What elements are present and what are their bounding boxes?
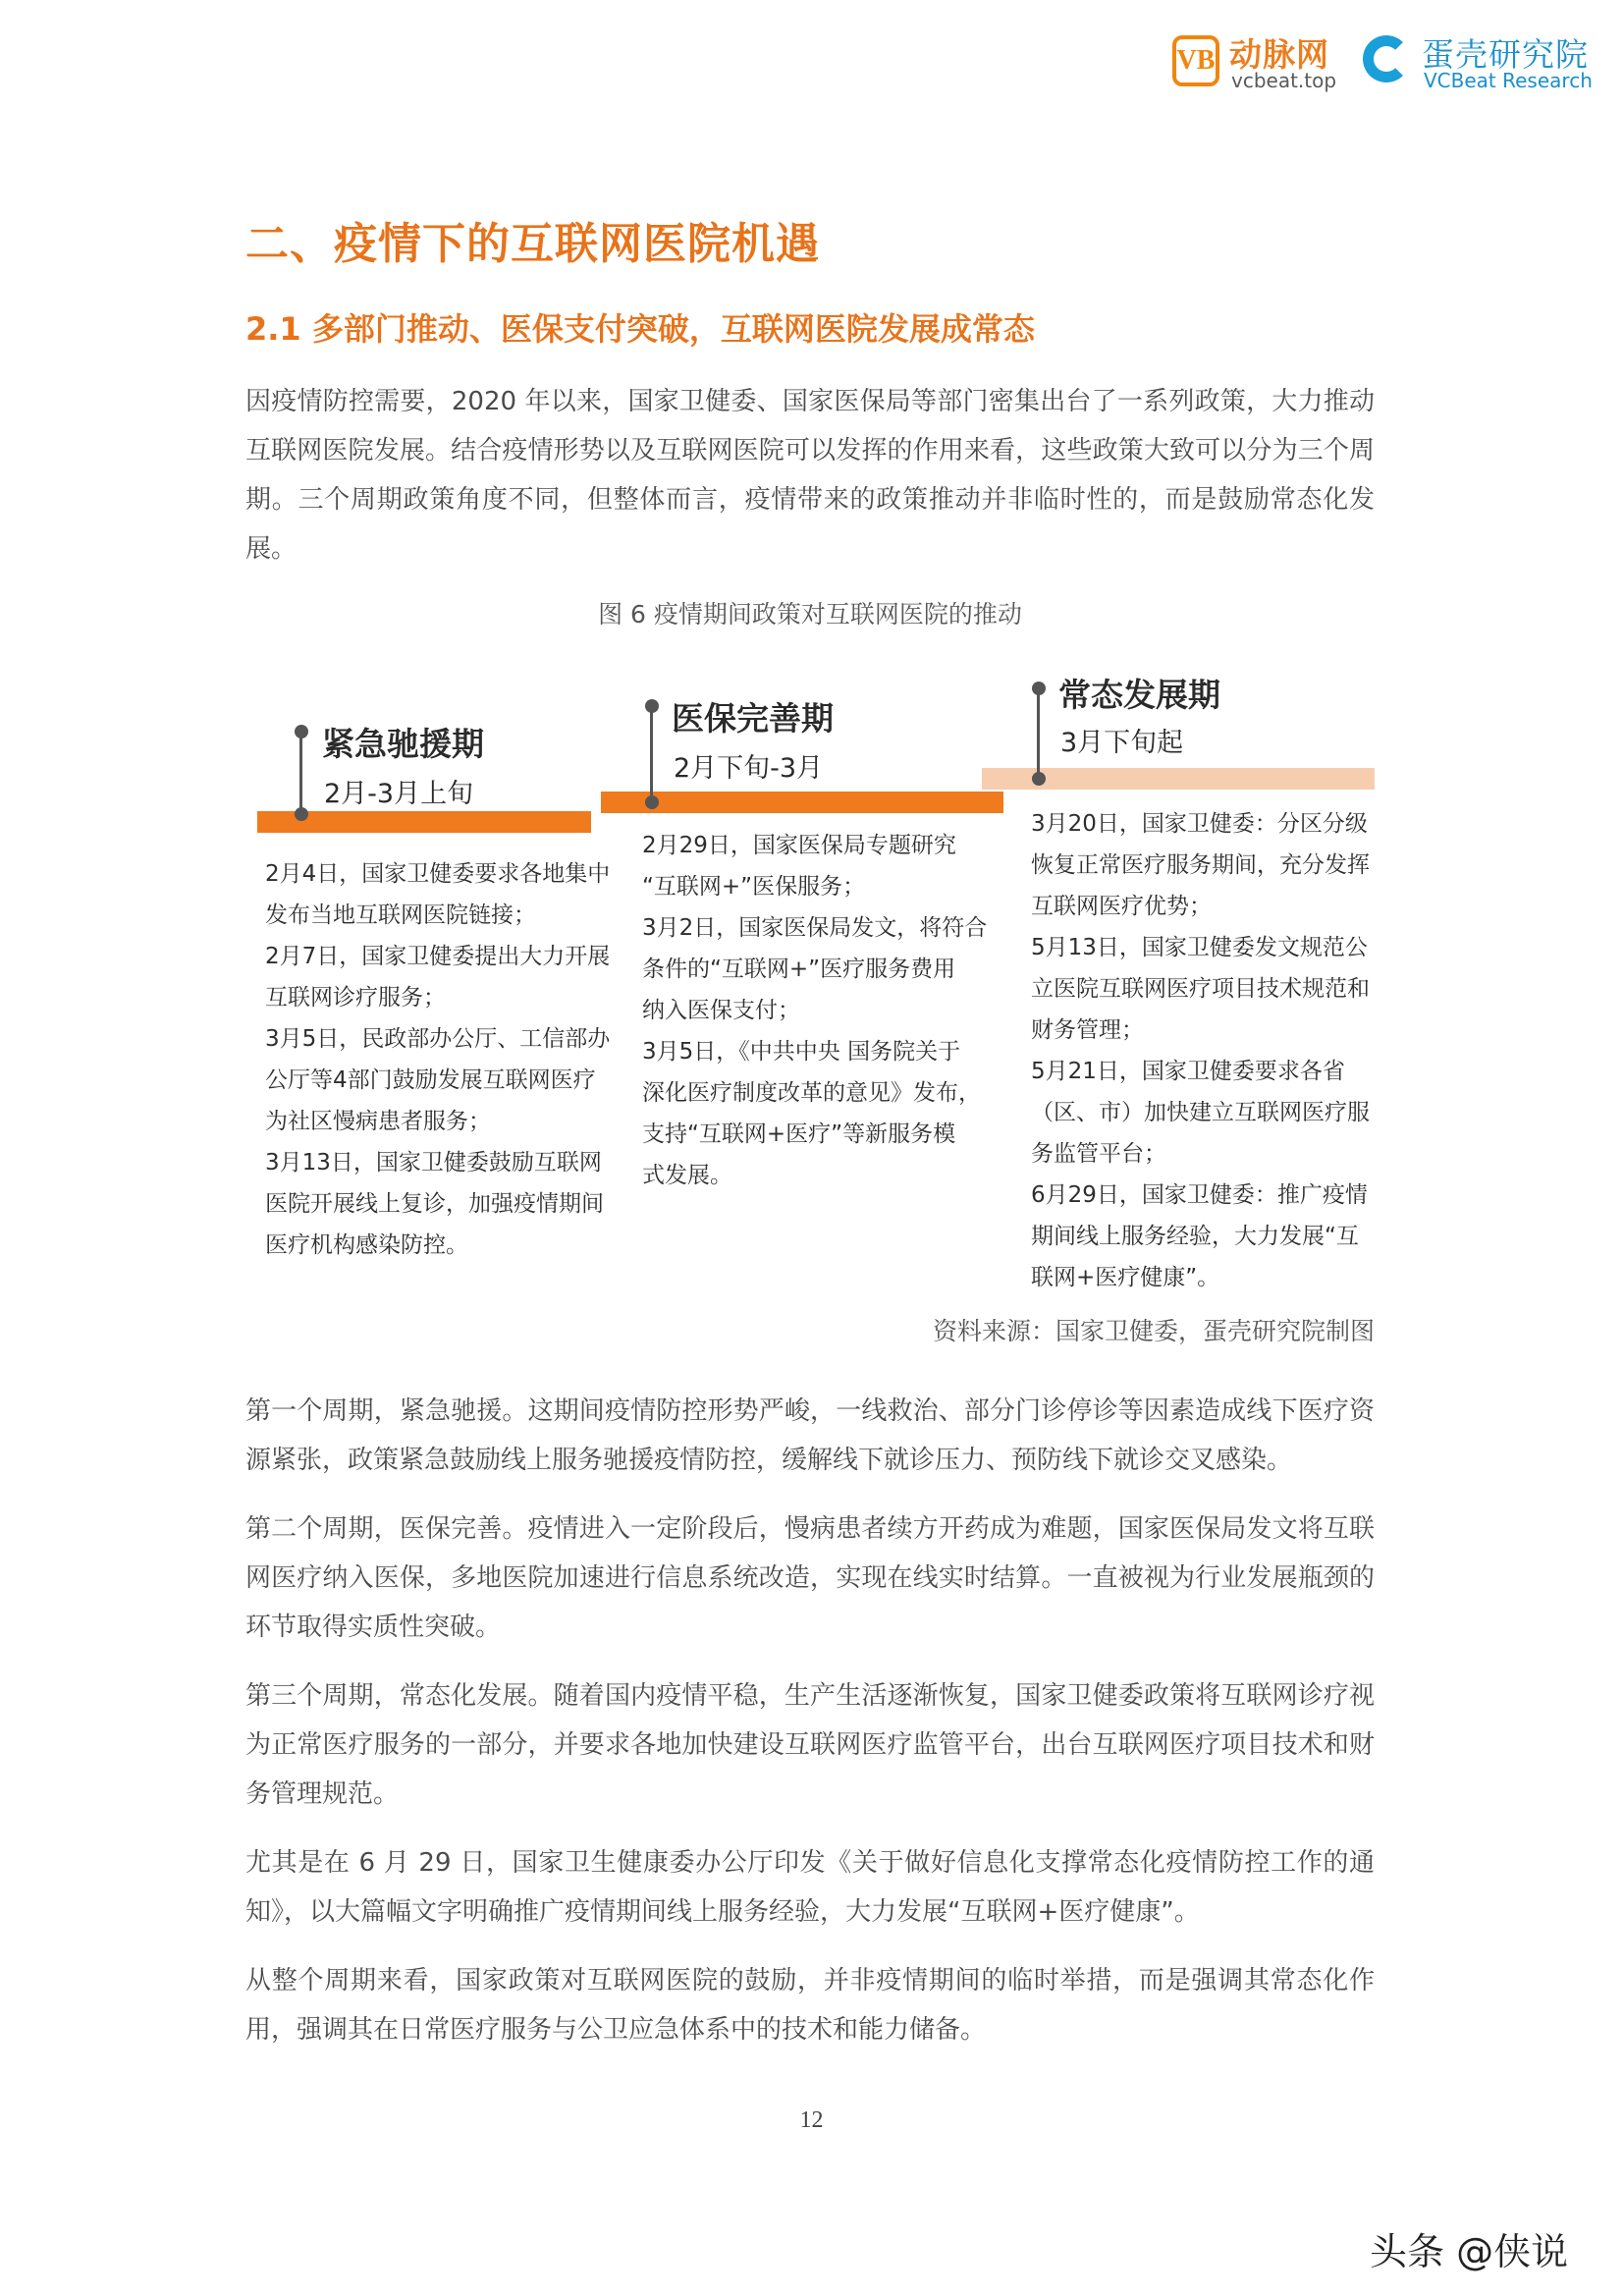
event-line: 2月7日，国家卫健委提出大力开展 (265, 944, 611, 969)
phase-bar-insurance (601, 792, 1003, 813)
paragraph-phase-three: 第三个周期，常态化发展。随着国内疫情平稳，生产生活逐渐恢复，国家卫健委政策将互联网诊疗视为正常医疗服务的一部分，并要求各地加快建设互联网医疗监管平台，出台互联网医疗项目技术和财务管理规范。 (245, 1681, 1375, 1809)
phase-events-normalization (1031, 803, 1370, 1298)
event-line: 医疗机构感染防控。 (265, 1232, 468, 1258)
event-line: 2月29日，国家医保局专题研究 (642, 833, 956, 858)
event-line: 3月5日，民政部办公厅、工信部办 (265, 1026, 611, 1052)
event-line: 公厅等4部门鼓励发展互联网医疗 (265, 1067, 596, 1093)
vcbeat-research-en-name: VCBeat Research (1424, 69, 1593, 92)
event-line: 5月21日，国家卫健委要求各省 (1031, 1059, 1345, 1084)
event-line: 3月13日，国家卫健委鼓励互联网 (265, 1150, 602, 1175)
phase-marker-dot (295, 807, 308, 821)
paragraph-conclusion: 从整个周期来看，国家政策对互联网医院的鼓励，并非疫情期间的临时举措，而是强调其常态化作用，强调其在日常医疗服务与公卫应急体系中的技术和能力储备。 (245, 1966, 1375, 2045)
event-line: 3月20日，国家卫健委：分区分级 (1031, 811, 1368, 837)
phase-dates-normalization: 3月下旬起 (1060, 728, 1184, 758)
event-line: 发布当地互联网医院链接； (265, 902, 536, 928)
phase-dates-emergency: 2月-3月上旬 (324, 779, 474, 809)
figure-caption: 图 6 疫情期间政策对互联网医院的推动 (598, 600, 1022, 629)
vcbeat-research-logo-icon (1363, 35, 1410, 82)
phase-events-insurance (642, 825, 987, 1196)
phase-stem (650, 705, 653, 795)
event-line: 期间线上服务经验，大力发展“互 (1031, 1224, 1359, 1249)
section-title: 二、疫情下的互联网医院机遇 (245, 219, 820, 269)
event-line: 支持“互联网+医疗”等新服务模 (642, 1121, 956, 1147)
paragraph-phase-two: 第二个周期，医保完善。疫情进入一定阶段后，慢病患者续方开药成为难题，国家医保局发文将互联网医疗纳入医保，多地医院加速进行信息系统改造，实现在线实时结算。一直被视为行业发展瓶颈的环节取得实质性突破。 (245, 1514, 1375, 1642)
event-line: 恢复正常医疗服务期间，充分发挥 (1031, 852, 1370, 878)
event-line: 医院开展线上复诊，加强疫情期间 (265, 1191, 604, 1217)
phase-marker-dot (295, 725, 308, 738)
phase-marker-dot (645, 699, 659, 713)
event-line: 条件的“互联网+”医疗服务费用 (642, 957, 956, 982)
phase-dates-insurance: 2月下旬-3月 (674, 753, 824, 784)
event-line: 联网+医疗健康”。 (1031, 1265, 1220, 1290)
event-line: 务监管平台； (1031, 1141, 1166, 1167)
event-line: 互联网诊疗服务； (265, 985, 446, 1011)
event-line: 财务管理； (1031, 1017, 1144, 1043)
event-line: 5月13日，国家卫健委发文规范公 (1031, 935, 1368, 960)
event-line: 互联网医疗优势； (1031, 894, 1212, 919)
event-line: 3月5日，《中共中央 国务院关于 (642, 1039, 961, 1065)
intro-paragraph: 因疫情防控需要，2020 年以来，国家卫健委、国家医保局等部门密集出台了一系列政策，大力推动互联网医院发展。结合疫情形势以及互联网医院可以发挥的作用来看，这些政策大致可以分为三个周期。三个周期政策角度不同，但整体而言，疫情带来的政策推动并非临时性的，而是鼓励常态化发展。 (245, 387, 1375, 564)
source-watermark: 头条 @侠说 (1370, 2230, 1569, 2273)
phase-events-emergency (265, 853, 610, 1266)
event-line: 立医院互联网医疗项目技术规范和 (1031, 976, 1370, 1002)
event-line: 为社区慢病患者服务； (265, 1109, 491, 1134)
vcbeat-brand-name: 动脉网 (1229, 35, 1329, 74)
paragraph-june-notice: 尤其是在 6 月 29 日，国家卫生健康委办公厅印发《关于做好信息化支撑常态化疫情防控工作的通知》，以大篇幅文字明确推广疫情期间线上服务经验，大力发展“互联网+医疗健康”。 (245, 1848, 1375, 1927)
event-line: 2月4日，国家卫健委要求各地集中 (265, 861, 611, 887)
phase-marker-dot (645, 795, 659, 809)
phase-title-normalization: 常态发展期 (1058, 676, 1220, 714)
phase-stem (1037, 687, 1040, 778)
event-line: （区、市）加快建立互联网医疗服 (1031, 1100, 1370, 1125)
vcbeat-domain: vcbeat.top (1231, 69, 1337, 92)
event-line: 深化医疗制度改革的意见》发布， (642, 1080, 981, 1106)
phase-title-insurance: 医保完善期 (672, 699, 834, 738)
event-line: 式发展。 (642, 1163, 732, 1188)
phase-stem (299, 731, 302, 815)
phase-marker-dot (1032, 682, 1046, 695)
event-line: 6月29日，国家卫健委：推广疫情 (1031, 1182, 1368, 1208)
subsection-title: 2.1 多部门推动、医保支付突破，互联网医院发展成常态 (245, 310, 1035, 348)
paragraph-phase-one: 第一个周期，紧急驰援。这期间疫情防控形势严峻，一线救治、部分门诊停诊等因素造成线下医疗资源紧张，政策紧急鼓励线上服务驰援疫情防控，缓解线下就诊压力、预防线下就诊交叉感染。 (245, 1396, 1375, 1475)
vcbeat-research-name: 蛋壳研究院 (1422, 35, 1589, 74)
event-line: 3月2日，国家医保局发文，将符合 (642, 915, 988, 941)
figure-source: 资料来源：国家卫健委，蛋壳研究院制图 (932, 1317, 1375, 1345)
event-line: “互联网+”医保服务； (642, 874, 866, 900)
phase-marker-dot (1032, 772, 1046, 786)
phase-title-emergency: 紧急驰援期 (322, 725, 484, 763)
page-number: 12 (799, 2107, 824, 2133)
event-line: 纳入医保支付； (642, 998, 800, 1023)
vcbeat-logo-icon: VB (1172, 35, 1219, 86)
